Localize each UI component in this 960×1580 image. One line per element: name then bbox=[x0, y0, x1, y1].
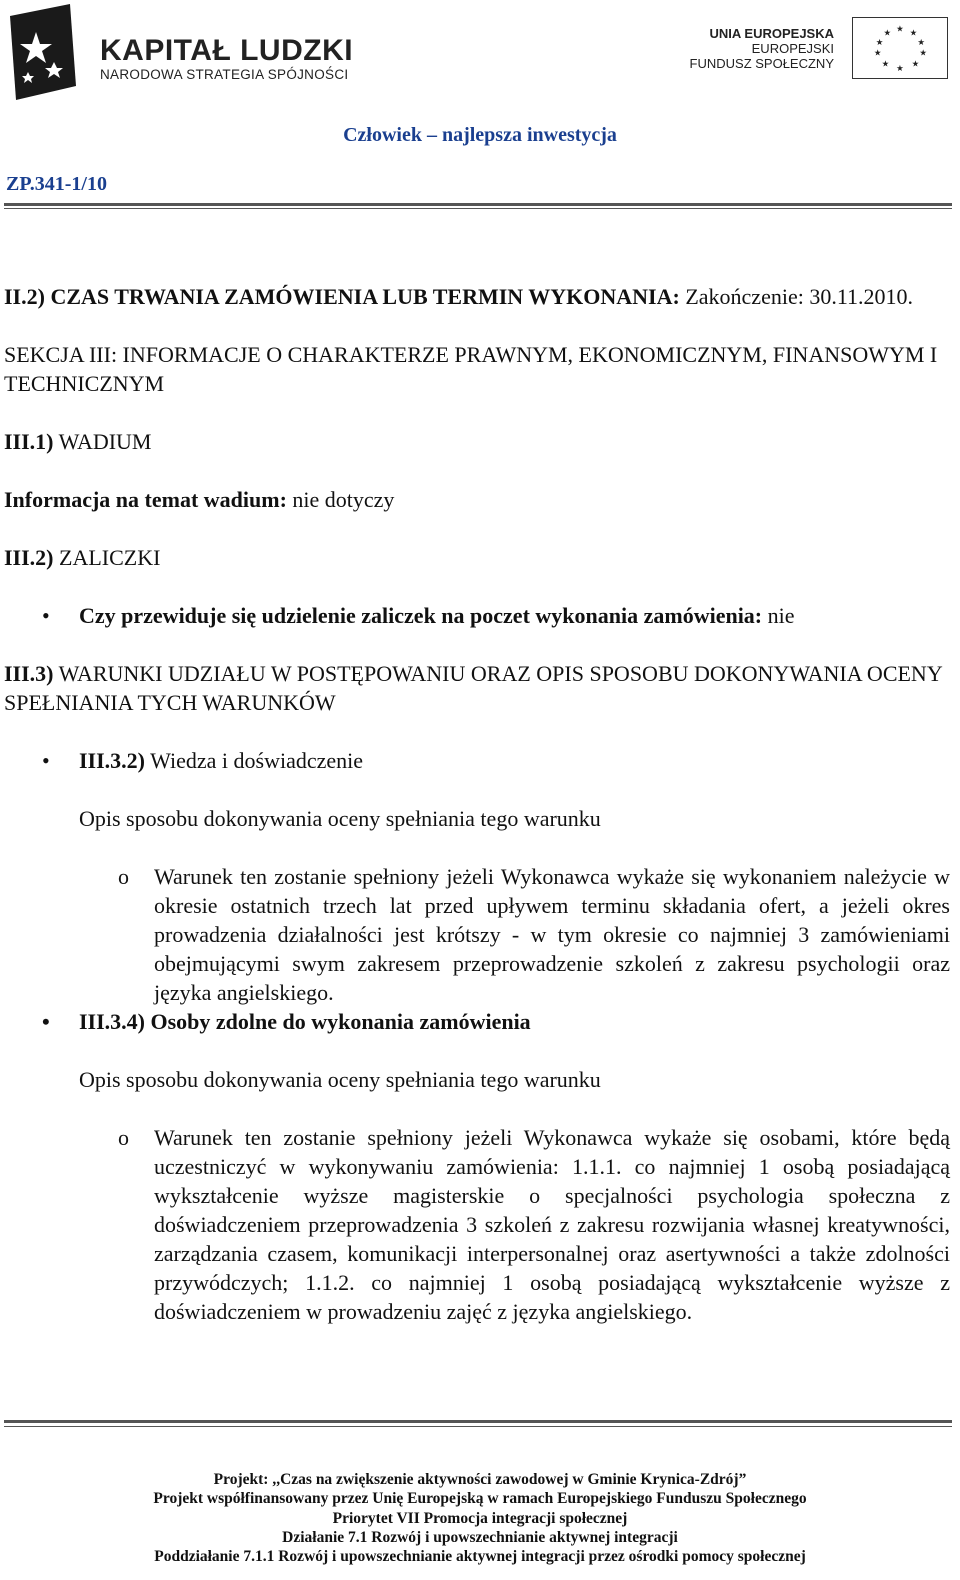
wiedza-condition bbox=[4, 862, 950, 1007]
svg-text:★: ★ bbox=[896, 63, 904, 74]
eu-label bbox=[634, 26, 834, 71]
warunki-heading bbox=[4, 659, 950, 717]
wadium-heading bbox=[4, 427, 950, 456]
osoby-condition-text: Warunek ten zostanie spełniony jeżeli Wykonawca wykaże się osobami, które będą uczestniczyć w wykonywaniu zamówienia: 1.1.1. co najmniej 1 osobą posiadającą wykształcenie wyższe magisterskie o specjalności psychologia społeczna z doświadczeniem przeprowadzenia 3 szkoleń z zakresu rozwijania własnej kreatywności, zarządzania czasem, komunikacji interpersonalnej oraz asertywności a także zdolności przywódczych; 1.1.2. co najmniej 1 osobą posiadającą wykształcenie wyższe z doświadczeniem w prowadzeniu zajęć z języka angielskiego. bbox=[154, 1125, 950, 1324]
svg-text:★: ★ bbox=[883, 27, 892, 38]
svg-text:★: ★ bbox=[881, 58, 890, 69]
osoby-condition bbox=[4, 1123, 950, 1326]
footer-subaction: Poddziałanie 7.1.1 Rozwój i upowszechnianie aktywnej integracji przez ośrodki pomocy społecznej bbox=[154, 1548, 806, 1566]
header-divider-thin bbox=[4, 208, 952, 209]
eu-line1: UNIA EUROPEJSKA bbox=[709, 26, 834, 41]
header-divider bbox=[4, 203, 952, 206]
duration-value: Zakończenie: 30.11.2010. bbox=[679, 284, 914, 309]
warunki-title: WARUNKI UDZIAŁU W POSTĘPOWANIU ORAZ OPIS SPOSOBU DOKONYWANIA OCENY SPEŁNIANIA TYCH WARUNKÓW bbox=[4, 661, 942, 715]
wiedza-item bbox=[4, 746, 950, 775]
wadium-number: III.1) bbox=[4, 429, 54, 454]
wiedza-opis-heading: Opis sposobu dokonywania oceny spełniania tego warunku bbox=[79, 806, 601, 831]
footer-priority: Priorytet VII Promocja integracji społecznej bbox=[332, 1509, 628, 1527]
svg-text:★: ★ bbox=[873, 47, 882, 58]
logo-title: KAPITAŁ LUDZKI bbox=[100, 34, 354, 67]
sub-bullet-icon: o bbox=[118, 864, 129, 889]
page-header bbox=[0, 0, 960, 110]
footer-divider bbox=[4, 1420, 952, 1423]
zaliczki-heading bbox=[4, 543, 950, 572]
wadium-info bbox=[4, 485, 950, 514]
footer-cofinance: Projekt współfinansowany przez Unię Europejską w ramach Europejskiego Funduszu Społecznego bbox=[153, 1490, 807, 1508]
eu-flag-icon bbox=[852, 17, 948, 79]
reference-number: ZP.341-1/10 bbox=[6, 173, 107, 195]
motto: Człowiek – najlepsza inwestycja bbox=[343, 124, 617, 146]
duration-label: II.2) CZAS TRWANIA ZAMÓWIENIA LUB TERMIN WYKONANIA: bbox=[4, 284, 680, 309]
zaliczki-question: Czy przewiduje się udzielenie zaliczek na poczet wykonania zamówienia: bbox=[79, 603, 763, 628]
duration-paragraph bbox=[4, 282, 950, 311]
wiedza-condition-text: Warunek ten zostanie spełniony jeżeli Wykonawca wykaże się wykonaniem należycie w okresie ostatnich trzech lat przed upływem terminu składania ofert, a jeżeli okres prowadzenia działalności jest krótszy - w tym okresie co najmniej 3 zamówieniami obejmującymi swym zakresem przeprowadzenie szkoleń z zakresu psychologii oraz języka angielskiego. bbox=[154, 864, 950, 1005]
svg-text:★: ★ bbox=[917, 37, 926, 48]
zaliczki-item bbox=[4, 601, 950, 630]
wadium-info-value: nie dotyczy bbox=[286, 487, 395, 512]
osoby-item: • III.3.4) Osoby zdolne do wykonania zamówienia bbox=[4, 1007, 950, 1036]
kapital-ludzki-logo-icon bbox=[6, 2, 78, 104]
svg-text:★: ★ bbox=[919, 47, 928, 58]
document-body bbox=[4, 282, 950, 1326]
wiedza-number: III.3.2) bbox=[79, 748, 146, 773]
zaliczki-answer: nie bbox=[762, 603, 795, 628]
sub-bullet-icon: o bbox=[118, 1125, 129, 1150]
zaliczki-title: ZALICZKI bbox=[53, 545, 161, 570]
zaliczki-number: III.2) bbox=[4, 545, 54, 570]
wiedza-title: Wiedza i doświadczenie bbox=[145, 748, 364, 773]
svg-text:★: ★ bbox=[875, 37, 884, 48]
footer-divider-thin bbox=[4, 1426, 952, 1427]
eu-line2: EUROPEJSKI bbox=[751, 41, 834, 56]
footer-project: Projekt: ,,Czas na zwiększenie aktywności zawodowej w Gminie Krynica-Zdrój” bbox=[213, 1471, 747, 1488]
wadium-info-label: Informacja na temat wadium: bbox=[4, 487, 287, 512]
eu-line3: FUNDUSZ SPOŁECZNY bbox=[689, 56, 834, 71]
svg-text:★: ★ bbox=[896, 23, 904, 34]
svg-text:★: ★ bbox=[909, 27, 918, 38]
warunki-number: III.3) bbox=[4, 661, 54, 686]
page-footer bbox=[0, 1470, 960, 1566]
logo-subtitle: NARODOWA STRATEGIA SPÓJNOŚCI bbox=[100, 67, 349, 82]
osoby-opis-heading: Opis sposobu dokonywania oceny spełniania tego warunku bbox=[79, 1067, 601, 1092]
wadium-title: WADIUM bbox=[53, 429, 152, 454]
svg-text:★: ★ bbox=[911, 58, 920, 69]
footer-action: Działanie 7.1 Rozwój i upowszechnianie aktywnej integracji bbox=[282, 1528, 678, 1546]
section-iii-heading: SEKCJA III: INFORMACJE O CHARAKTERZE PRAWNYM, EKONOMICZNYM, FINANSOWYM I TECHNICZNYM bbox=[4, 342, 938, 396]
